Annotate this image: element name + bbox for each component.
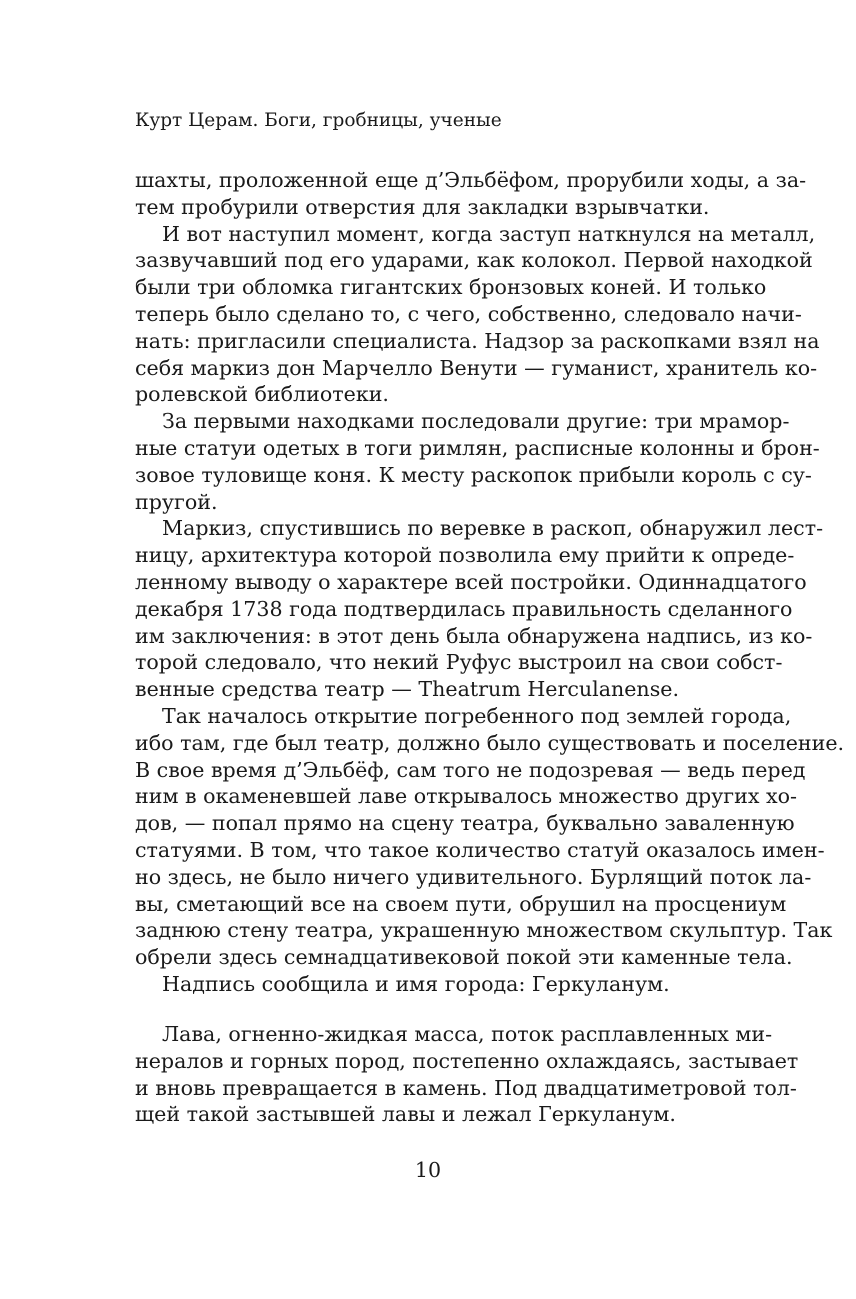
text-line: ролевской библиотеки. — [135, 382, 389, 407]
main-text-block — [135, 167, 845, 998]
text-line: Так началось открытие погребенного под землей города, — [162, 703, 792, 728]
text-line: ницу, архитектура которой позволила ему прийти к опреде- — [135, 543, 795, 568]
text-line: им заключения: в этот день была обнаружена надпись, из ко- — [135, 623, 813, 648]
text-line: заднюю стену театра, украшенную множеством скульптур. Так — [135, 918, 833, 943]
text-line: зовое туловище коня. К месту раскопок прибыли король с су- — [135, 462, 812, 487]
text-line: декабря 1738 года подтвердилась правильность сделанного — [135, 596, 793, 621]
text-line: нералов и горных пород, постепенно охлаждаясь, застывает — [135, 1048, 799, 1073]
text-line: И вот наступил момент, когда заступ наткнулся на металл, — [162, 221, 816, 246]
text-line: статуями. В том, что такое количество статуй оказалось имен- — [135, 837, 825, 862]
text-line: Маркиз, спустившись по веревке в раскоп, обнаружил лест- — [162, 516, 824, 541]
second-text-block — [135, 1021, 799, 1128]
text-line: тем пробурили отверстия для закладки взрывчатки. — [135, 194, 710, 219]
text-line: ним в окаменевшей лаве открывалось множество других хо- — [135, 784, 797, 809]
text-line: теперь было сделано то, с чего, собственно, следовало начи- — [135, 301, 802, 326]
text-line: За первыми находками последовали другие: три мрамор- — [162, 409, 790, 434]
page-number: 10 — [414, 1158, 442, 1182]
text-line: щей такой застывшей лавы и лежал Геркуланум. — [135, 1102, 676, 1127]
text-line: Надпись сообщила и имя города: Геркуланум. — [162, 971, 670, 996]
text-line: были три обломка гигантских бронзовых коней. И только — [135, 275, 767, 300]
running-header: Курт Церам. Боги, гробницы, ученые — [135, 110, 502, 131]
text-line: Лава, огненно-жидкая масса, поток расплавленных ми- — [162, 1022, 773, 1046]
text-line: себя маркиз дон Марчелло Венути — гуманист, хранитель ко- — [135, 355, 818, 380]
text-line: торой следовало, что некий Руфус выстроил на свои собст- — [135, 650, 783, 675]
text-line: пругой. — [135, 489, 218, 514]
text-line: В свое время д’Эльбёф, сам того не подозревая — ведь перед — [135, 757, 806, 782]
text-line: дов, — попал прямо на сцену театра, буквально заваленную — [135, 811, 795, 836]
text-line: шахты, проложенной еще д’Эльбёфом, прорубили ходы, а за- — [135, 168, 807, 192]
text-line: зазвучавший под его ударами, как колокол. Первой находкой — [135, 248, 813, 273]
text-line: венные средства театр — Theatrum Herculanense. — [135, 677, 679, 702]
text-line: обрели здесь семнадцативековой покой эти каменные тела. — [135, 945, 793, 970]
text-line: нать: пригласили специалиста. Надзор за раскопками взял на — [135, 328, 820, 353]
text-line: ибо там, где был театр, должно было существовать и поселение. — [135, 730, 845, 755]
text-line: ленному выводу о характере всей постройки. Одиннадцатого — [135, 569, 807, 594]
text-line: но здесь, не было ничего удивительного. Бурлящий поток ла- — [135, 864, 812, 889]
text-line: вы, сметающий все на своем пути, обрушил на просцениум — [135, 891, 787, 916]
text-line: ные статуи одетых в тоги римлян, расписные колонны и брон- — [135, 435, 820, 460]
text-line: и вновь превращается в камень. Под двадцатиметровой тол- — [135, 1075, 797, 1100]
